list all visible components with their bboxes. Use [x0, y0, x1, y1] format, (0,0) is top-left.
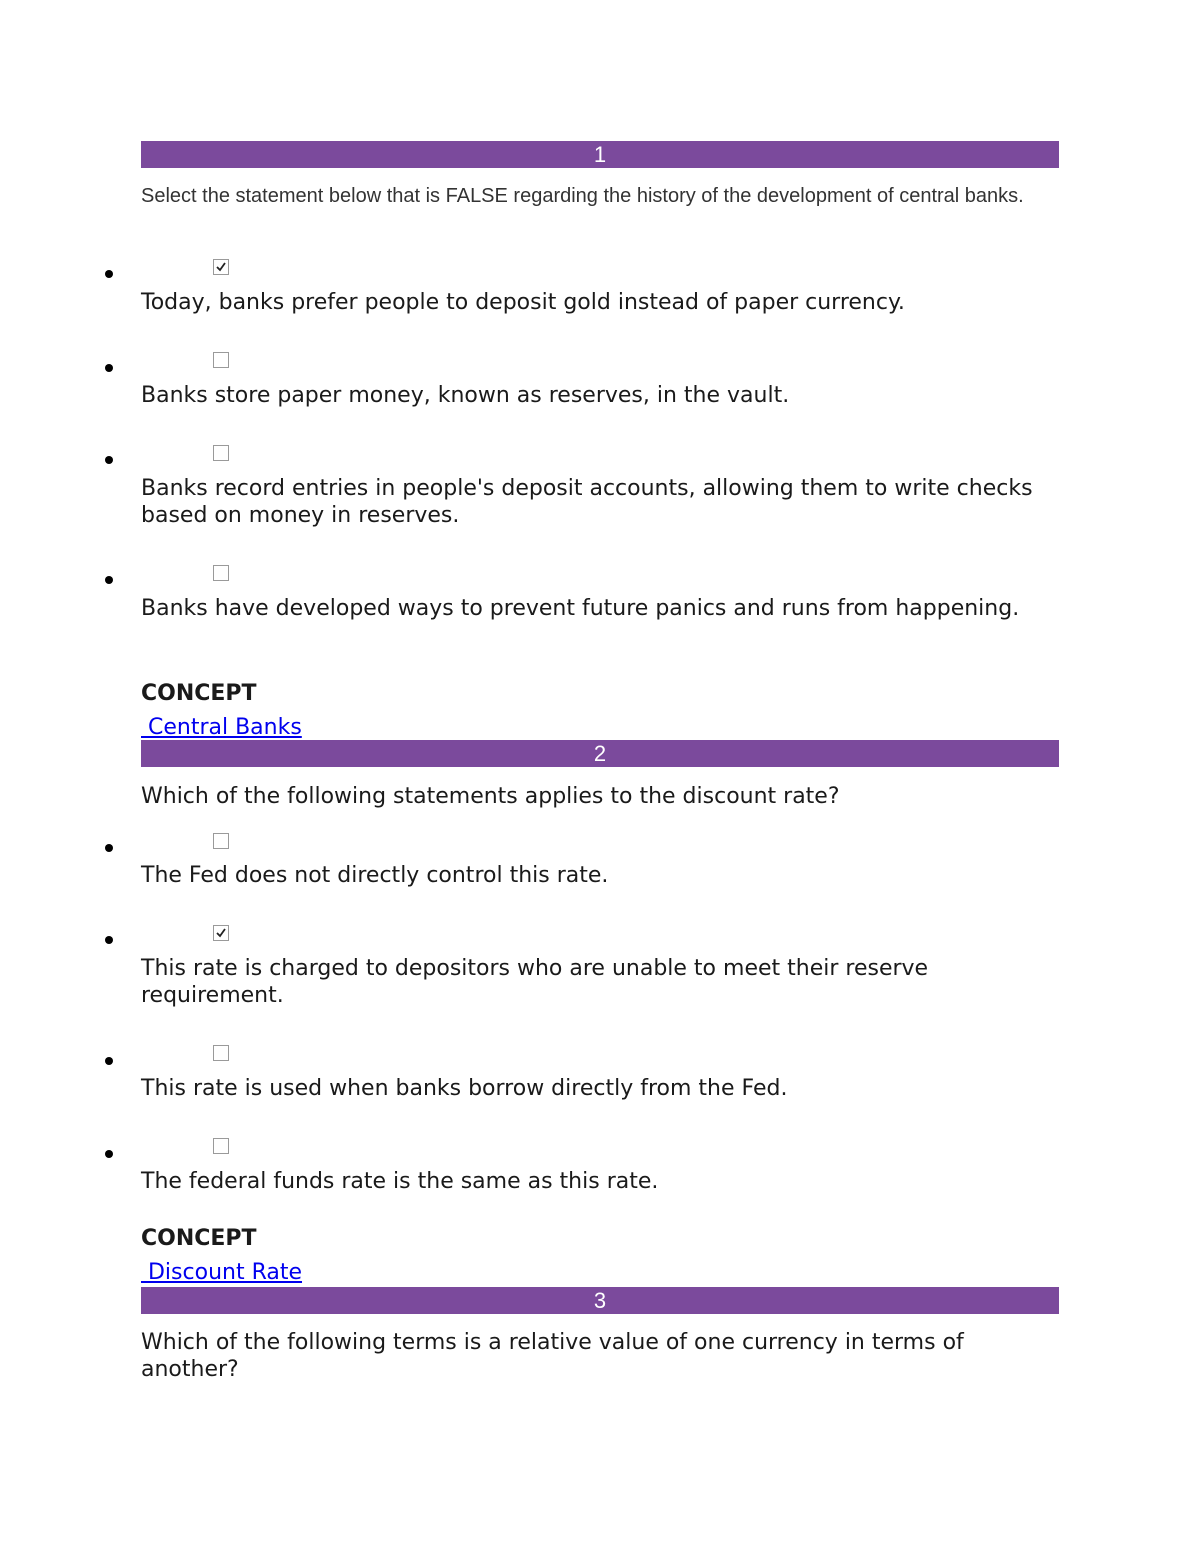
- concept-label: CONCEPT: [141, 1226, 257, 1251]
- question-number: 2: [593, 741, 607, 766]
- question-number: 1: [593, 142, 607, 167]
- question-number-bar: [141, 740, 1059, 767]
- check-mark-icon: [215, 927, 227, 939]
- list-bullet: [105, 576, 113, 584]
- list-bullet: [105, 936, 113, 944]
- answer-option-text: Banks store paper money, known as reserves, in the vault.: [141, 383, 790, 408]
- list-bullet: [105, 1057, 113, 1065]
- list-bullet: [105, 270, 113, 278]
- question-number-bar: [141, 1287, 1059, 1314]
- answer-checkbox[interactable]: [213, 259, 229, 275]
- concept-link-discount-rate[interactable]: Discount Rate: [141, 1260, 303, 1285]
- concept-label: CONCEPT: [141, 681, 257, 706]
- list-bullet: [105, 844, 113, 852]
- check-mark-icon: [215, 261, 227, 273]
- answer-option-text: Banks record entries in people's deposit accounts, allowing them to write checks based on money in reserves.: [141, 476, 1033, 528]
- answer-checkbox[interactable]: [213, 565, 229, 581]
- concept-link-central-banks[interactable]: Central Banks: [141, 715, 302, 740]
- answer-option-text: The Fed does not directly control this rate.: [141, 863, 609, 888]
- question-number: 3: [593, 1288, 607, 1313]
- answer-checkbox[interactable]: [213, 833, 229, 849]
- question-number-bar: [141, 141, 1059, 168]
- answer-checkbox[interactable]: [213, 1138, 229, 1154]
- question-prompt: Which of the following statements applies to the discount rate?: [141, 784, 840, 809]
- list-bullet: [105, 456, 113, 464]
- answer-checkbox[interactable]: [213, 445, 229, 461]
- answer-option-text: The federal funds rate is the same as this rate.: [141, 1169, 659, 1194]
- list-bullet: [105, 1150, 113, 1158]
- list-bullet: [105, 364, 113, 372]
- question-prompt: Which of the following terms is a relative value of one currency in terms of another?: [141, 1330, 964, 1382]
- answer-option-text: Banks have developed ways to prevent future panics and runs from happening.: [141, 596, 1020, 621]
- answer-checkbox[interactable]: [213, 925, 229, 941]
- answer-option-text: Today, banks prefer people to deposit gold instead of paper currency.: [141, 290, 905, 315]
- question-prompt: Select the statement below that is FALSE regarding the history of the development of central banks.: [141, 185, 1024, 207]
- answer-checkbox[interactable]: [213, 1045, 229, 1061]
- answer-option-text: This rate is used when banks borrow directly from the Fed.: [141, 1076, 788, 1101]
- answer-option-text: This rate is charged to depositors who are unable to meet their reserve requirement.: [141, 956, 929, 1008]
- answer-checkbox[interactable]: [213, 352, 229, 368]
